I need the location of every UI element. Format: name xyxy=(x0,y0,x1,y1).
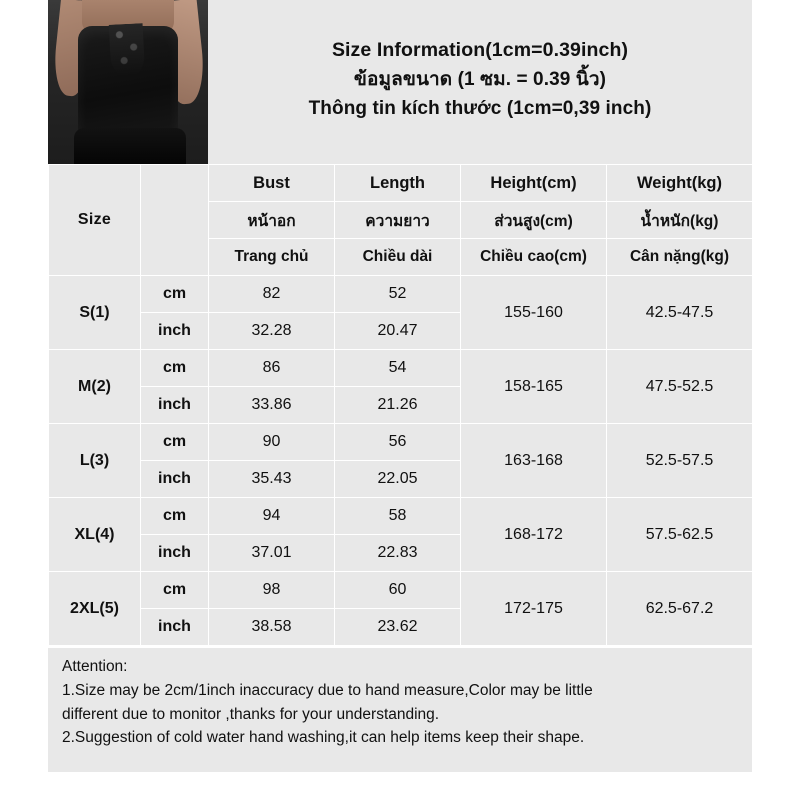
cell-length-cm: 60 xyxy=(335,572,461,609)
cell-weight: 52.5-57.5 xyxy=(607,424,753,498)
row-unit-cm: cm xyxy=(141,350,209,387)
header-bust-vi: Trang chủ xyxy=(209,239,335,276)
cell-length-inch: 20.47 xyxy=(335,313,461,350)
row-size-label: XL(4) xyxy=(49,498,141,572)
cell-length-inch: 22.05 xyxy=(335,461,461,498)
cell-height: 155-160 xyxy=(461,276,607,350)
cell-weight: 42.5-47.5 xyxy=(607,276,753,350)
title-english: Size Information(1cm=0.39inch) xyxy=(331,39,629,62)
header-length-th: ความยาว xyxy=(335,202,461,239)
header-length-en: Length xyxy=(335,165,461,202)
table-row xyxy=(49,276,753,313)
cell-length-cm: 58 xyxy=(335,498,461,535)
attention-line-2: different due to monitor ,thanks for your understanding. xyxy=(62,705,440,723)
header-height-en: Height(cm) xyxy=(461,165,607,202)
row-size-label: 2XL(5) xyxy=(49,572,141,646)
photo-lace-detail xyxy=(109,23,146,77)
cell-length-inch: 21.26 xyxy=(335,387,461,424)
attention-line-1: 1.Size may be 2cm/1inch inaccuracy due to hand measure,Color may be little xyxy=(62,682,593,700)
header-bust-th: หน้าอก xyxy=(209,202,335,239)
cell-bust-inch: 35.43 xyxy=(209,461,335,498)
left-margin xyxy=(0,0,48,800)
title-thai: ข้อมูลขนาด (1 ซม. = 0.39 นิ้ว) xyxy=(353,69,607,91)
cell-length-cm: 52 xyxy=(335,276,461,313)
attention-title: Attention: xyxy=(62,658,128,675)
table-row xyxy=(49,572,753,609)
photo-shorts xyxy=(74,128,186,164)
row-unit-cm: cm xyxy=(141,424,209,461)
cell-bust-cm: 82 xyxy=(209,276,335,313)
header-height-th: ส่วนสูง(cm) xyxy=(461,202,607,239)
cell-bust-cm: 98 xyxy=(209,572,335,609)
row-unit-cm: cm xyxy=(141,572,209,609)
row-size-label: S(1) xyxy=(49,276,141,350)
cell-bust-inch: 38.58 xyxy=(209,609,335,646)
cell-height: 172-175 xyxy=(461,572,607,646)
header-weight-en: Weight(kg) xyxy=(607,165,753,202)
row-unit-cm: cm xyxy=(141,498,209,535)
size-table xyxy=(48,164,753,646)
table-row xyxy=(49,424,753,461)
cell-height: 163-168 xyxy=(461,424,607,498)
row-unit-inch: inch xyxy=(141,313,209,350)
cell-length-inch: 23.62 xyxy=(335,609,461,646)
cell-bust-cm: 86 xyxy=(209,350,335,387)
title-vietnamese: Thông tin kích thước (1cm=0,39 inch) xyxy=(308,98,652,120)
header-weight-vi: Cân nặng(kg) xyxy=(607,239,753,276)
cell-weight: 57.5-62.5 xyxy=(607,498,753,572)
attention-block xyxy=(48,648,752,772)
bottom-margin xyxy=(0,772,800,800)
attention-line-3: 2.Suggestion of cold water hand washing,it can help items keep their shape. xyxy=(62,728,585,746)
cell-weight: 47.5-52.5 xyxy=(607,350,753,424)
cell-bust-inch: 33.86 xyxy=(209,387,335,424)
header-length-vi: Chiều dài xyxy=(335,239,461,276)
cell-length-cm: 56 xyxy=(335,424,461,461)
cell-bust-inch: 32.28 xyxy=(209,313,335,350)
cell-length-inch: 22.83 xyxy=(335,535,461,572)
size-column-header: Size xyxy=(49,165,141,276)
header-band xyxy=(48,0,752,164)
title-block xyxy=(208,0,752,164)
cell-weight: 62.5-67.2 xyxy=(607,572,753,646)
row-unit-inch: inch xyxy=(141,535,209,572)
row-size-label: L(3) xyxy=(49,424,141,498)
row-unit-cm: cm xyxy=(141,276,209,313)
cell-height: 158-165 xyxy=(461,350,607,424)
table-row xyxy=(49,498,753,535)
right-margin xyxy=(752,0,800,800)
table-row xyxy=(49,350,753,387)
product-photo xyxy=(48,0,208,164)
row-size-label: M(2) xyxy=(49,350,141,424)
row-unit-inch: inch xyxy=(141,609,209,646)
header-height-vi: Chiều cao(cm) xyxy=(461,239,607,276)
header-weight-th: น้ำหนัก(kg) xyxy=(607,202,753,239)
cell-height: 168-172 xyxy=(461,498,607,572)
table-header-row-en xyxy=(49,165,753,202)
row-unit-inch: inch xyxy=(141,387,209,424)
unit-column-header xyxy=(141,165,209,276)
row-unit-inch: inch xyxy=(141,461,209,498)
cell-length-cm: 54 xyxy=(335,350,461,387)
cell-bust-inch: 37.01 xyxy=(209,535,335,572)
cell-bust-cm: 90 xyxy=(209,424,335,461)
header-bust-en: Bust xyxy=(209,165,335,202)
cell-bust-cm: 94 xyxy=(209,498,335,535)
